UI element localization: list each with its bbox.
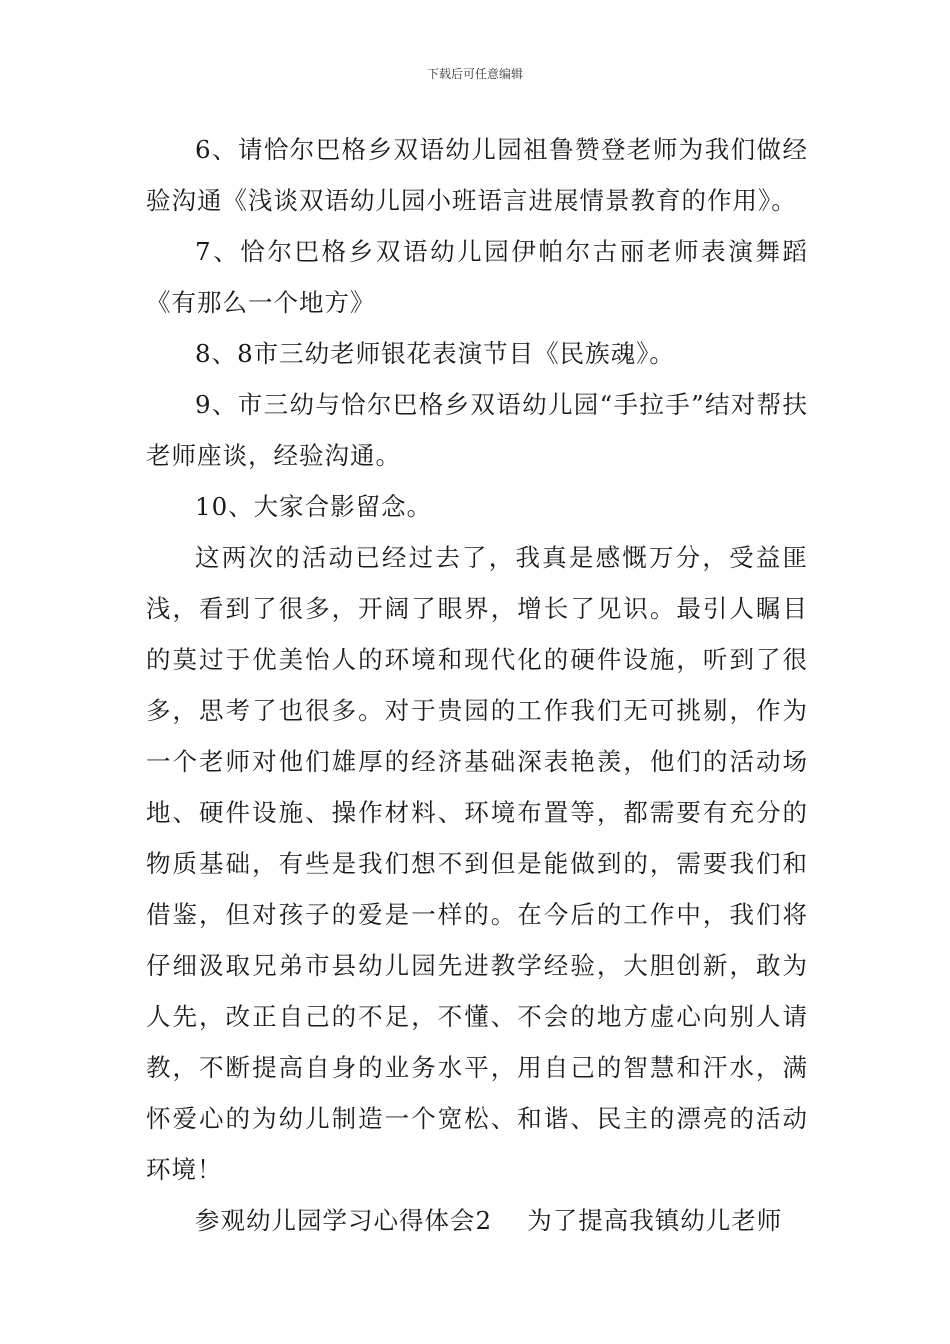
page-header: 下载后可任意编辑 — [426, 67, 523, 81]
next-section-line — [146, 1195, 808, 1246]
paragraph-item-9: 9、市三幼与恰尔巴格乡双语幼儿园“手拉手”结对帮扶老师座谈，经验沟通。 — [146, 390, 808, 470]
reflection-paragraph: 这两次的活动已经过去了，我真是感慨万分，受益匪浅，看到了很多，开阔了眼界，增长了见识。最引人瞩目的莫过于优美怡人的环境和现代化的硬件设施，听到了很多，思考了也很多。对于贵园的工作我们无可挑剔，作为一个老师对他们雄厚的经济基础深表艳羡，他们的活动场地、硬件设施、操作材料、环境布置等，都需要有充分的物质基础，有些是我们想不到但是能做到的，需要我们和借鉴，但对孩子的爱是一样的。在今后的工作中，我们将仔细汲取兄弟市县幼儿园先进教学经验，大胆创新，敢为人先，改正自己的不足，不懂、不会的地方虚心向别人请教，不断提高自身的业务水平，用自己的智慧和汗水，满怀爱心的为幼儿制造一个宽松、和谐、民主的漂亮的活动环境！ — [146, 543, 808, 1184]
paragraph-item-8: 8、8市三幼老师银花表演节目《民族魂》。 — [195, 339, 675, 368]
document-body — [146, 124, 808, 1246]
paragraph-item-7: 7、恰尔巴格乡双语幼儿园伊帕尔古丽老师表演舞蹈《有那么一个地方》 — [146, 237, 808, 317]
section-title: 参观幼儿园学习心得体会2 — [195, 1206, 493, 1235]
paragraph-item-10: 10、大家合影留念。 — [195, 492, 433, 521]
paragraph-item-6: 6、请恰尔巴格乡双语幼儿园祖鲁赞登老师为我们做经验沟通《浅谈双语幼儿园小班语言进展情景教育的作用》。 — [146, 135, 808, 215]
section-continuation: 为了提高我镇幼儿老师 — [527, 1206, 783, 1235]
